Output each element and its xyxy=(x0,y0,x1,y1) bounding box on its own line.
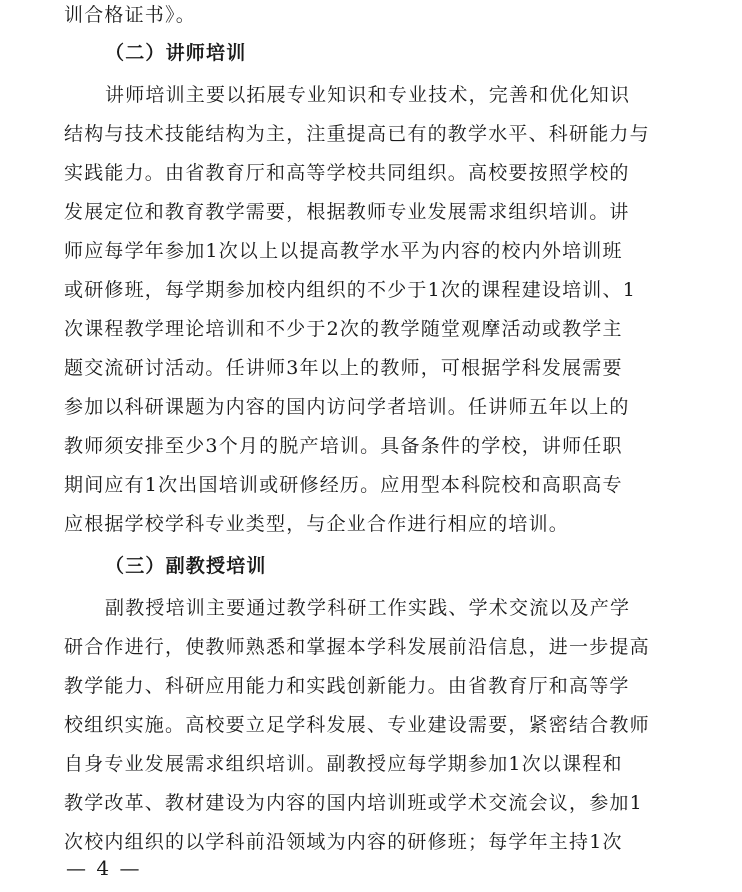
text-line: 结构与技术技能结构为主，注重提高已有的教学水平、科研能力与 xyxy=(64,123,650,145)
text-line: 教师须安排至少3个月的脱产培训。具备条件的学校，讲师任职 xyxy=(64,435,623,457)
text-line: 次校内组织的以学科前沿领域为内容的研修班；每学年主持1次 xyxy=(64,831,623,853)
text-line: 研合作进行，使教师熟悉和掌握本学科发展前沿信息，进一步提高 xyxy=(64,636,650,658)
section-heading-lecturer-training: （二）讲师培训 xyxy=(105,42,247,64)
text-line: 或研修班，每学期参加校内组织的不少于1次的课程建设培训、1 xyxy=(64,279,636,301)
text-line: 训合格证书》。 xyxy=(64,4,196,26)
text-line: 参加以科研课题为内容的国内访问学者培训。任讲师五年以上的 xyxy=(64,396,630,418)
text-line: 讲师培训主要以拓展专业知识和专业技术，完善和优化知识 xyxy=(105,84,631,106)
text-line: 副教授培训主要通过教学科研工作实践、学术交流以及产学 xyxy=(105,597,631,619)
text-line: 次课程教学理论培训和不少于2次的教学随堂观摩活动或教学主 xyxy=(64,318,623,340)
text-line: 教学能力、科研应用能力和实践创新能力。由省教育厅和高等学 xyxy=(64,675,630,697)
text-line: 期间应有1次出国培训或研修经历。应用型本科院校和高职高专 xyxy=(64,474,623,496)
text-line: 自身专业发展需求组织培训。副教授应每学期参加1次以课程和 xyxy=(64,753,623,775)
text-line: 校组织实施。高校要立足学科发展、专业建设需要，紧密结合教师 xyxy=(64,714,650,736)
section-heading-associate-professor-training: （三）副教授培训 xyxy=(105,555,267,577)
text-line: 发展定位和教育教学需要，根据教师专业发展需求组织培训。讲 xyxy=(64,201,630,223)
text-line: 题交流研讨活动。任讲师3年以上的教师，可根据学科发展需要 xyxy=(64,357,623,379)
text-line: 教学改革、教材建设为内容的国内培训班或学术交流会议，参加1 xyxy=(64,792,643,814)
text-line: 师应每学年参加1次以上以提高教学水平为内容的校内外培训班 xyxy=(64,240,623,262)
text-line: 实践能力。由省教育厅和高等学校共同组织。高校要按照学校的 xyxy=(64,162,630,184)
page-number: — 4 — xyxy=(66,856,142,880)
text-line: 应根据学校学科专业类型，与企业合作进行相应的培训。 xyxy=(64,513,570,535)
